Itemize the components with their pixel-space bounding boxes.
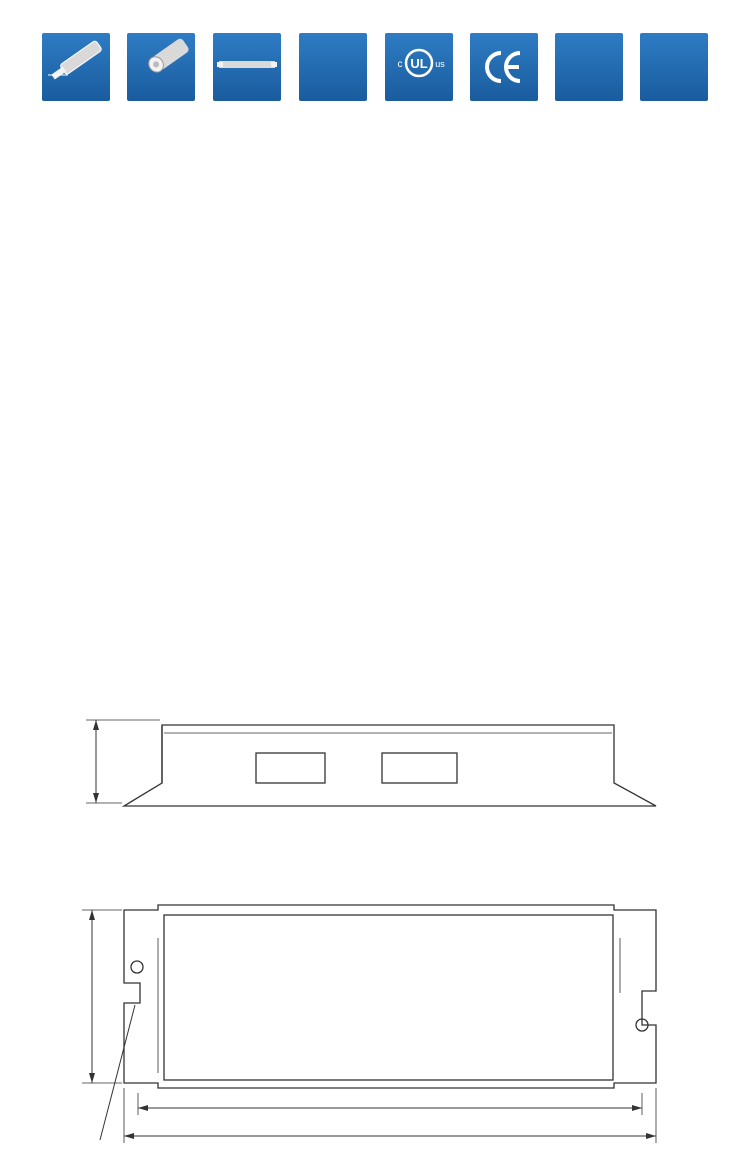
svg-text:c: c: [397, 59, 403, 70]
certification-icon-row: [42, 33, 712, 103]
wire-length-icon: [213, 33, 281, 101]
cul-listed-icon: [385, 33, 453, 101]
top-view-outline: [124, 905, 656, 1088]
svg-text:us: us: [435, 59, 445, 69]
top-view-body: [164, 915, 613, 1080]
svg-text:UL: UL: [410, 56, 428, 71]
ce-icon: [470, 33, 538, 101]
temperature-icon: [299, 33, 367, 101]
side-view-tab-right: [382, 753, 457, 783]
dimension-drawing: [0, 653, 750, 1173]
wire-gauge-icon: [127, 33, 195, 101]
rohs-icon: [640, 33, 708, 101]
wire-strip-icon: [42, 33, 110, 101]
side-view-outline: [124, 725, 656, 806]
ip64-icon: [555, 33, 623, 101]
side-view-tab-left: [256, 753, 325, 783]
mount-hole-left: [131, 961, 143, 973]
